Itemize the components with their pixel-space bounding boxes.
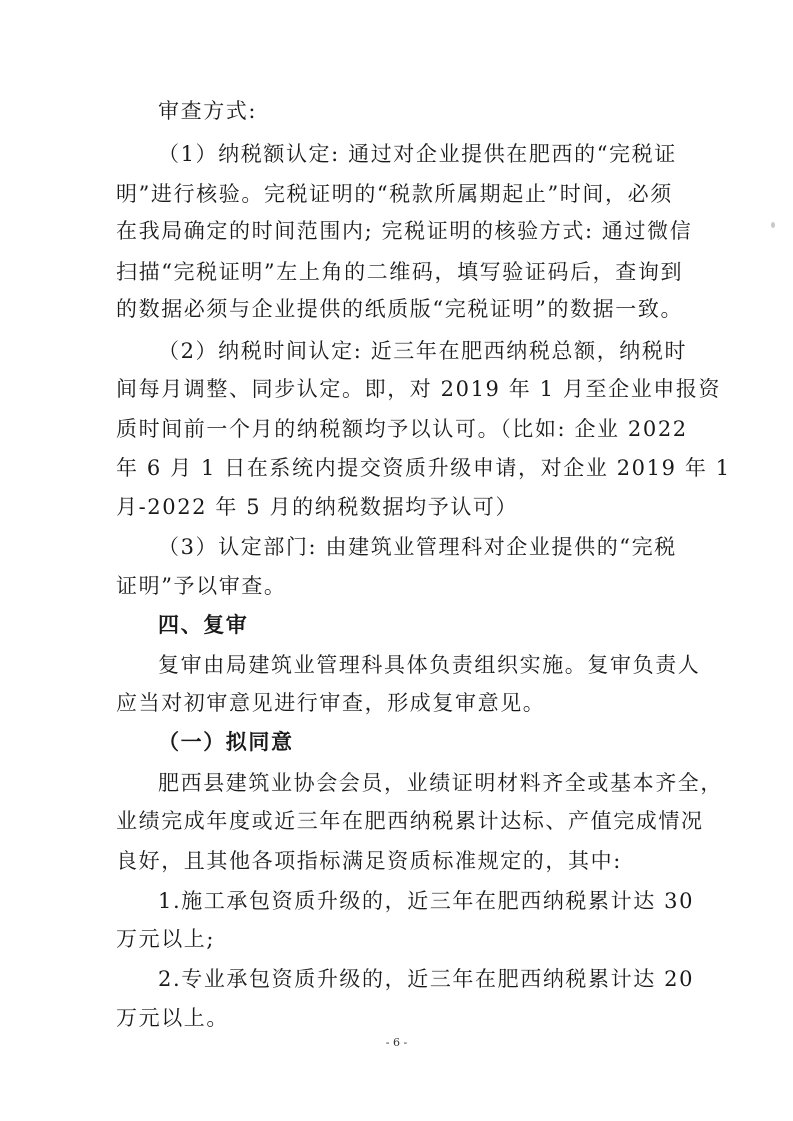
item-1-tax-amount-line-2: 明”进行核验。完税证明的“税款所属期起止”时间，必须 (116, 182, 673, 206)
item-2-tax-time-line-1: （2）纳税时间认定: 近三年在肥西纳税总额，纳税时 (158, 339, 688, 363)
approve-paragraph-line-3: 良好，且其他各项指标满足资质标准规定的，其中: (116, 849, 622, 873)
condition-1-line-2: 万元以上; (116, 927, 216, 951)
review-paragraph-line-2: 应当对初审意见进行审查，形成复审意见。 (116, 691, 546, 715)
scan-speck (771, 222, 775, 228)
item-2-tax-time-line-3: 质时间前一个月的纳税额均予以认可。（比如: 企业 2022 (116, 417, 688, 441)
item-3-department-line-1: （3）认定部门: 由建筑业管理科对企业提供的“完税 (158, 535, 677, 559)
approve-paragraph-line-2: 业绩完成年度或近三年在肥西纳税累计达标、产值完成情况 (116, 809, 704, 833)
item-2-tax-time-line-2: 间每月调整、同步认定。即，对 2019 年 1 月至企业申报资 (116, 377, 722, 401)
subsection-1-approve-heading: （一）拟同意 (158, 729, 294, 754)
item-1-tax-amount-line-3: 在我局确定的时间范围内; 完税证明的核验方式: 通过微信 (116, 219, 693, 243)
condition-2-line-1: 2.专业承包资质升级的，近三年在肥西纳税累计达 20 (158, 967, 695, 991)
item-1-tax-amount-line-4: 扫描“完税证明”左上角的二维码，填写验证码后，查询到 (116, 260, 684, 284)
condition-1-line-1: 1.施工承包资质升级的，近三年在肥西纳税累计达 30 (158, 889, 695, 913)
review-paragraph-line-1: 复审由局建筑业管理科具体负责组织实施。复审负责人 (158, 653, 701, 677)
review-method-heading: 审查方式: (158, 99, 258, 123)
item-1-tax-amount-line-1: （1）纳税额认定: 通过对企业提供在肥西的“完税证 (158, 142, 677, 166)
item-1-tax-amount-line-5: 的数据必须与企业提供的纸质版“完税证明”的数据一致。 (116, 297, 684, 321)
item-2-tax-time-line-4: 年 6 月 1 日在系统内提交资质升级申请，对企业 2019 年 1 (116, 456, 731, 480)
item-2-tax-time-line-5: 月-2022 年 5 月的纳税数据均予认可） (116, 495, 519, 519)
approve-paragraph-line-1: 肥西县建筑业协会会员，业绩证明材料齐全或基本齐全， (158, 771, 723, 795)
condition-2-line-2: 万元以上。 (116, 1006, 229, 1030)
section-4-review-heading: 四、复审 (158, 612, 249, 637)
page-number: - 6 - (385, 1036, 408, 1049)
item-3-department-line-2: 证明”予以审查。 (116, 574, 287, 598)
